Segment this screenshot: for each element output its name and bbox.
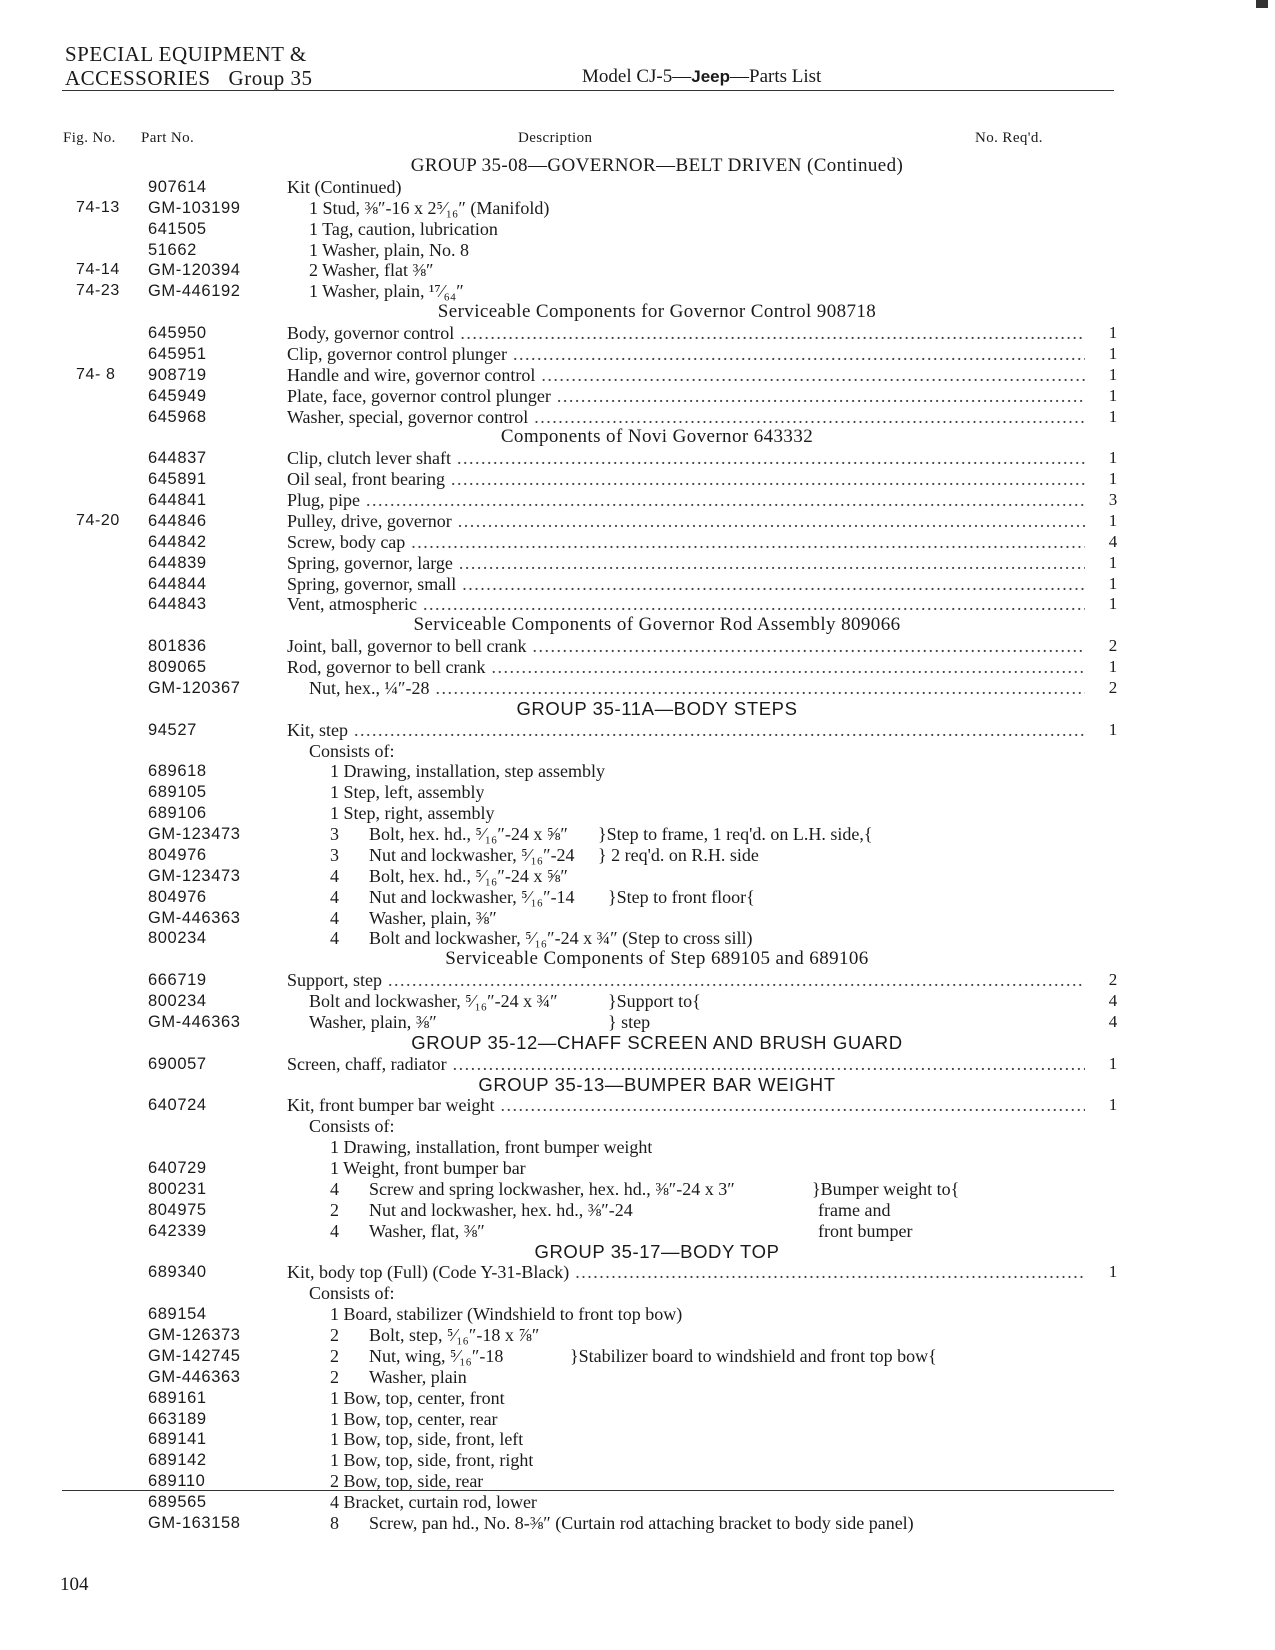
part-number: 800234	[148, 992, 207, 1010]
page-number: 104	[60, 1574, 89, 1595]
table-row	[0, 782, 1275, 803]
part-number: 51662	[148, 240, 197, 259]
table-row	[0, 1262, 1275, 1283]
table-row	[0, 636, 1275, 657]
bracket-note: } 2 req'd. on R.H. side	[598, 844, 759, 865]
table-row	[0, 281, 1275, 302]
item-count: 4	[330, 928, 339, 949]
quantity-required: 1	[1108, 552, 1118, 572]
item-description: 1 Bow, top, center, front	[330, 1387, 505, 1408]
part-number: 644841	[148, 491, 207, 509]
part-number: GM-446192	[148, 282, 241, 301]
quantity-required: 1	[1108, 1053, 1118, 1073]
scan-edge-mark	[1256, 0, 1268, 8]
item-description: Screen, chaff, radiator .....	[287, 1054, 1085, 1075]
part-number: 800231	[148, 1179, 207, 1198]
item-description: 1 Drawing, installation, front bumper weight	[330, 1137, 653, 1158]
item-description: 1 Tag, caution, lubrication	[309, 218, 498, 239]
item-description: Body, governor control .....	[287, 323, 1085, 344]
group-heading: GROUP 35-17—BODY TOP	[534, 1240, 780, 1262]
quantity-required: 1	[1108, 657, 1118, 676]
item-description: 1 Step, right, assembly	[330, 803, 495, 824]
quantity-required: 1	[1108, 594, 1118, 614]
table-row	[0, 365, 1275, 386]
table-row	[0, 866, 1275, 887]
part-number: 645951	[148, 344, 207, 363]
table-row	[0, 1388, 1275, 1409]
quantity-required: 3	[1108, 490, 1118, 509]
part-number: GM-446363	[148, 1012, 241, 1031]
item-description: 1 Step, left, assembly	[330, 782, 485, 803]
part-number: 689154	[148, 1305, 207, 1324]
group-heading: GROUP 35-13—BUMPER BAR WEIGHT	[478, 1073, 836, 1095]
fig-number: 74-14	[76, 261, 120, 279]
part-number: 644843	[148, 595, 207, 614]
table-row	[0, 1346, 1275, 1367]
bracket-note: }Bumper weight to{	[812, 1178, 960, 1199]
item-description: Oil seal, front bearing .....	[287, 469, 1085, 490]
part-number: 689141	[148, 1430, 207, 1449]
item-description: Screw, body cap .....	[287, 532, 1085, 553]
part-number: 645950	[148, 324, 207, 342]
part-number: GM-123473	[148, 866, 241, 885]
item-description: 1 Weight, front bumper bar	[330, 1158, 526, 1178]
table-row	[0, 511, 1275, 532]
group-heading-row	[0, 1242, 1275, 1263]
item-count: 4	[330, 886, 339, 907]
table-row	[0, 490, 1275, 511]
table-row	[0, 1054, 1275, 1075]
part-number: 644839	[148, 553, 207, 572]
quantity-required: 1	[1108, 1095, 1118, 1115]
table-row	[0, 574, 1275, 595]
subheading-row	[0, 615, 1275, 636]
quantity-required: 2	[1108, 970, 1118, 990]
model-title	[582, 66, 821, 88]
part-number: 644846	[148, 511, 207, 530]
table-row	[0, 678, 1275, 699]
item-description: Consists of:	[309, 1283, 395, 1304]
item-count: 4	[330, 1220, 339, 1241]
table-row	[0, 1283, 1275, 1304]
table-row	[0, 1471, 1275, 1492]
item-description: Washer, plain, ⅜″	[369, 907, 497, 928]
item-description: Bolt and lockwasher, ⁵⁄₁₆″-24 x ¾″	[309, 991, 558, 1011]
part-number: 645968	[148, 407, 207, 426]
model-brand: Jeep	[691, 67, 730, 86]
table-row	[0, 720, 1275, 741]
part-number: 801836	[148, 637, 207, 656]
table-row	[0, 407, 1275, 428]
table-row	[0, 1325, 1275, 1346]
fig-number: 74- 8	[76, 365, 116, 383]
part-number: 689340	[148, 1263, 207, 1282]
table-row	[0, 1137, 1275, 1158]
item-description: Consists of:	[309, 1116, 395, 1137]
part-number: 690057	[148, 1054, 207, 1073]
item-count: 2	[330, 1345, 339, 1366]
part-number: 689142	[148, 1451, 207, 1470]
quantity-required: 2	[1108, 636, 1118, 656]
part-number: 689106	[148, 804, 207, 823]
section-subheading: Serviceable Components of Governor Rod Assembly 809066	[413, 614, 901, 636]
quantity-required: 1	[1108, 323, 1118, 342]
table-row	[0, 824, 1275, 845]
item-description: Clip, clutch lever shaft .....	[287, 448, 1085, 469]
part-number: 640729	[148, 1159, 207, 1177]
table-row	[0, 991, 1275, 1012]
part-number: 689161	[148, 1388, 207, 1407]
table-row	[0, 1429, 1275, 1450]
item-description: Washer, special, governor control .....	[287, 407, 1085, 428]
part-number: 800234	[148, 929, 207, 948]
item-description: Kit, front bumper bar weight .....	[287, 1095, 1085, 1116]
quantity-required: 1	[1108, 510, 1118, 530]
item-description: 1 Board, stabilizer (Windshield to front top bow)	[330, 1304, 683, 1325]
subheading-row	[0, 427, 1275, 448]
section-subheading: Serviceable Components of Step 689105 and 689106	[445, 948, 869, 970]
table-row	[0, 1116, 1275, 1137]
table-row	[0, 177, 1275, 198]
item-count: 8	[330, 1512, 339, 1533]
section-title-line1: SPECIAL EQUIPMENT &	[65, 42, 307, 66]
quantity-required: 1	[1108, 469, 1118, 489]
table-row	[0, 970, 1275, 991]
group-heading: GROUP 35-12—CHAFF SCREEN AND BRUSH GUARD	[411, 1031, 903, 1053]
item-description: Pulley, drive, governor .....	[287, 511, 1085, 532]
item-description: 1 Washer, plain, ¹⁷⁄₆₄″	[309, 281, 464, 302]
table-row	[0, 1409, 1275, 1430]
part-number: GM-126373	[148, 1326, 241, 1344]
item-description: Plate, face, governor control plunger .....	[287, 386, 1085, 407]
item-description: Bolt, hex. hd., ⁵⁄₁₆″-24 x ⅝″	[369, 865, 568, 886]
item-description: 1 Stud, ⅜″-16 x 2⁵⁄₁₆″ (Manifold)	[309, 197, 550, 218]
item-description: Spring, governor, large .....	[287, 553, 1085, 574]
table-row	[0, 198, 1275, 219]
part-number: GM-446363	[148, 908, 241, 927]
table-row	[0, 323, 1275, 344]
table-row	[0, 532, 1275, 553]
col-header-fig-no: Fig. No.	[63, 130, 116, 146]
item-description: 1 Bow, top, side, front, right	[330, 1450, 534, 1471]
table-row	[0, 928, 1275, 949]
col-header-no-reqd: No. Req'd.	[975, 130, 1043, 146]
item-count: 4	[330, 1178, 339, 1199]
quantity-required: 1	[1108, 385, 1118, 405]
item-description: 4 Bracket, curtain rod, lower	[330, 1492, 537, 1512]
table-row	[0, 1200, 1275, 1221]
part-number: 640724	[148, 1096, 207, 1115]
item-description: 1 Drawing, installation, step assembly	[330, 761, 605, 782]
item-description: Handle and wire, governor control .....	[287, 365, 1085, 386]
table-row	[0, 1304, 1275, 1325]
item-description: 1 Washer, plain, No. 8	[309, 239, 469, 260]
table-row	[0, 219, 1275, 240]
col-header-part-no: Part No.	[141, 130, 195, 146]
part-number: 908719	[148, 365, 207, 384]
quantity-required: 4	[1108, 531, 1118, 551]
item-count: 2	[330, 1325, 339, 1345]
item-description: Bolt, hex. hd., ⁵⁄₁₆″-24 x ⅝″	[369, 824, 568, 844]
subheading-row	[0, 302, 1275, 323]
part-number: 689105	[148, 783, 207, 802]
item-description: Spring, governor, small .....	[287, 574, 1085, 595]
item-count: 4	[330, 865, 339, 886]
table-row	[0, 1450, 1275, 1471]
group-heading-row	[0, 1075, 1275, 1096]
model-prefix: Model CJ-5—	[582, 66, 692, 87]
bracket-note: } step	[608, 1011, 651, 1032]
item-description: Bolt and lockwasher, ⁵⁄₁₆″-24 x ¾″ (Step to cross sill)	[369, 928, 753, 949]
table-row	[0, 887, 1275, 908]
part-number: 641505	[148, 219, 207, 238]
part-number: 94527	[148, 720, 197, 739]
table-row	[0, 803, 1275, 824]
table-row	[0, 741, 1275, 762]
part-number: 645949	[148, 386, 207, 405]
item-description: Washer, flat, ⅜″	[369, 1220, 485, 1241]
part-number: 644842	[148, 532, 207, 551]
item-description: Nut, hex., ¼″-28 .....	[309, 678, 1085, 699]
table-row	[0, 908, 1275, 929]
table-row	[0, 344, 1275, 365]
quantity-required: 1	[1108, 343, 1118, 363]
table-row	[0, 1367, 1275, 1388]
section-title	[65, 42, 312, 90]
quantity-required: 1	[1108, 448, 1118, 468]
quantity-required: 1	[1108, 1262, 1118, 1282]
quantity-required: 1	[1108, 719, 1118, 739]
model-suffix: —Parts List	[730, 66, 822, 87]
table-row	[0, 1179, 1275, 1200]
subheading-row	[0, 949, 1275, 970]
part-number: GM-103199	[148, 198, 241, 217]
item-description: Kit (Continued)	[287, 176, 402, 197]
item-count: 2	[330, 1366, 339, 1387]
section-title-line2: ACCESSORIES	[65, 66, 211, 90]
item-description: Rod, governor to bell crank .....	[287, 657, 1085, 678]
fig-number: 74-23	[76, 282, 120, 300]
part-number: 644844	[148, 574, 207, 593]
table-row	[0, 1012, 1275, 1033]
part-number: 645891	[148, 470, 207, 489]
quantity-required: 1	[1108, 406, 1118, 426]
item-description: 2 Washer, flat ⅜″	[309, 260, 434, 281]
part-number: GM-163158	[148, 1513, 241, 1532]
table-row	[0, 386, 1275, 407]
table-row	[0, 761, 1275, 782]
item-description: Consists of:	[309, 740, 395, 761]
part-number: 642339	[148, 1221, 207, 1240]
item-count: 4	[330, 907, 339, 928]
table-row	[0, 845, 1275, 866]
item-description: Nut and lockwasher, hex. hd., ⅜″-24	[369, 1199, 633, 1220]
section-subheading: Components of Novi Governor 643332	[500, 426, 814, 448]
fig-number: 74-20	[76, 511, 120, 529]
item-description: 1 Bow, top, center, rear	[330, 1408, 498, 1429]
quantity-required: 4	[1108, 991, 1118, 1010]
item-description: Support, step .....	[287, 970, 1085, 991]
item-description: Kit, step .....	[287, 720, 1085, 741]
bracket-note: }Support to{	[608, 991, 701, 1011]
item-description: Kit, body top (Full) (Code Y-31-Black) .....	[287, 1262, 1085, 1283]
item-description: Joint, ball, governor to bell crank .....	[287, 636, 1085, 657]
fig-number: 74-13	[76, 198, 120, 216]
quantity-required: 1	[1108, 364, 1118, 384]
table-row	[0, 240, 1275, 261]
table-row	[0, 469, 1275, 490]
part-number: 804976	[148, 845, 207, 864]
footer-rule	[62, 1490, 1114, 1491]
part-number: 666719	[148, 971, 207, 990]
item-description: Screw, pan hd., No. 8-⅜″ (Curtain rod attaching bracket to body side panel)	[369, 1512, 914, 1533]
bracket-note: front bumper	[818, 1220, 913, 1241]
item-description: Washer, plain	[369, 1366, 467, 1387]
group-heading-row	[0, 1033, 1275, 1054]
bracket-note: frame and	[818, 1199, 891, 1220]
table-row	[0, 448, 1275, 469]
part-number: GM-142745	[148, 1346, 241, 1365]
table-row	[0, 1492, 1275, 1513]
part-number: 689565	[148, 1493, 207, 1511]
part-number: 689618	[148, 762, 207, 781]
item-count: 2	[330, 1199, 339, 1220]
part-number: 644837	[148, 449, 207, 468]
part-number: 689110	[148, 1472, 206, 1491]
quantity-required: 1	[1108, 573, 1118, 593]
table-row	[0, 1158, 1275, 1179]
parts-table	[0, 156, 1275, 1534]
item-description: Nut, wing, ⁵⁄₁₆″-18	[369, 1345, 504, 1366]
item-description: 1 Bow, top, side, front, left	[330, 1429, 524, 1450]
table-row	[0, 657, 1275, 678]
part-number: GM-123473	[148, 825, 241, 843]
quantity-required: 2	[1108, 677, 1118, 697]
item-description: Screw and spring lockwasher, hex. hd., ⅜″-24 x 3″	[369, 1178, 735, 1199]
item-description: 2 Bow, top, side, rear	[330, 1471, 484, 1492]
part-number: 809065	[148, 658, 207, 676]
group-heading-row	[0, 699, 1275, 720]
item-description: Nut and lockwasher, ⁵⁄₁₆″-14	[369, 886, 575, 907]
part-number: GM-120394	[148, 261, 241, 280]
item-count: 3	[330, 844, 339, 865]
part-number: GM-446363	[148, 1367, 241, 1386]
part-number: GM-120367	[148, 678, 241, 697]
item-count: 3	[330, 824, 339, 844]
item-description: Washer, plain, ⅜″	[309, 1011, 437, 1032]
item-description: Bolt, step, ⁵⁄₁₆″-18 x ⅞″	[369, 1325, 540, 1345]
bracket-note: }Step to front floor{	[608, 886, 755, 907]
item-description: Nut and lockwasher, ⁵⁄₁₆″-24	[369, 844, 575, 865]
section-subheading: Serviceable Components for Governor Control 908718	[437, 301, 877, 323]
table-row	[0, 1221, 1275, 1242]
item-description: Vent, atmospheric .....	[287, 594, 1085, 615]
table-row	[0, 1095, 1275, 1116]
item-description: Plug, pipe .....	[287, 490, 1085, 511]
table-row	[0, 1513, 1275, 1534]
group-heading-row	[0, 156, 1275, 177]
part-number: 663189	[148, 1409, 207, 1428]
table-row	[0, 553, 1275, 574]
part-number: 907614	[148, 177, 207, 196]
group-heading: GROUP 35-11A—BODY STEPS	[516, 697, 798, 719]
table-row	[0, 260, 1275, 281]
bracket-note: }Step to frame, 1 req'd. on L.H. side,{	[598, 824, 873, 844]
header-rule	[62, 90, 1114, 91]
item-description: Clip, governor control plunger .....	[287, 344, 1085, 365]
part-number: 804975	[148, 1200, 207, 1219]
table-row	[0, 594, 1275, 615]
col-header-description: Description	[518, 130, 593, 146]
bracket-note: }Stabilizer board to windshield and front top bow{	[570, 1345, 937, 1366]
group-heading: GROUP 35-08—GOVERNOR—BELT DRIVEN (Continued)	[410, 155, 904, 176]
part-number: 804976	[148, 887, 207, 906]
group-label: Group 35	[228, 66, 313, 90]
quantity-required: 4	[1108, 1011, 1118, 1031]
